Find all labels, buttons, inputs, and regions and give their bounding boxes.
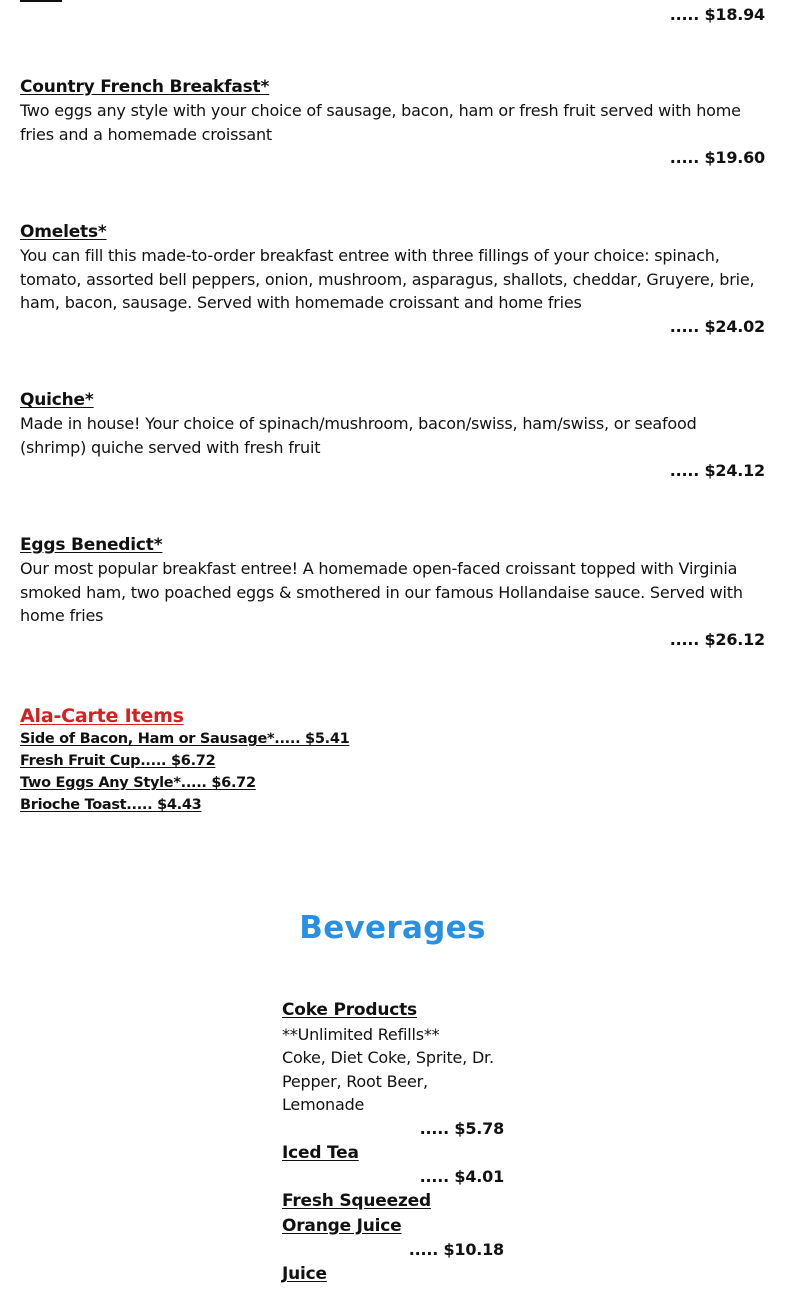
alacarte-item-two-eggs: Two Eggs Any Style*..... $6.72 [20,775,256,791]
menu-item-description: Made in house! Your choice of spinach/mushroom, bacon/swiss, ham/swiss, or seafood (shrimp) quiche served with fresh fruit [20,414,697,457]
beverage-note: **Unlimited Refills** [282,1024,440,1044]
beverage-name: Fresh Squeezed Orange Juice [282,1191,431,1236]
previous-item-underline-fragment [20,0,62,2]
menu-item-price: ..... $24.02 [669,316,765,336]
menu-item-price: ..... $26.12 [669,629,765,649]
alacarte-section [20,704,765,816]
menu-item-price: ..... $19.60 [669,148,765,167]
beverage-price: ..... $4.01 [419,1167,504,1186]
menu-item-description: Two eggs any style with your choice of sausage, bacon, ham or fresh fruit served with home fries and a homemade croissant [20,101,741,144]
menu-item-country-french-breakfast [20,75,765,169]
menu-item-name: Country French Breakfast* [20,77,270,97]
beverage-item-orange-juice [282,1189,504,1262]
menu-item-name: Quiche* [20,390,94,410]
alacarte-item-fruit-cup: Fresh Fruit Cup..... $6.72 [20,753,216,769]
beverage-item-juice [282,1262,504,1287]
beverage-item-coke-products [282,998,504,1141]
menu-item-quiche [20,388,765,482]
beverages-heading: Beverages [299,910,486,946]
menu-item-price: ..... $24.12 [669,461,765,480]
previous-item-price: ..... $18.94 [669,5,765,24]
beverage-item-iced-tea [282,1141,504,1190]
beverage-name: Iced Tea [282,1142,359,1163]
beverage-price: ..... $5.78 [419,1118,504,1138]
menu-item-description: You can fill this made-to-order breakfast entree with three fillings of your choice: spinach, tomato, assorted bell peppers, onion, mushroom, asparagus, shallots, cheddar, Gruyere, brie, ham, bacon, sausage. Served with homemade croissant and home fries [20,246,755,312]
alacarte-item-brioche-toast: Brioche Toast..... $4.43 [20,797,202,813]
alacarte-heading: Ala-Carte Items [20,705,184,727]
alacarte-item-side-meat: Side of Bacon, Ham or Sausage*..... $5.41 [20,731,350,747]
beverage-description: Coke, Diet Coke, Sprite, Dr. Pepper, Root Beer, Lemonade [282,1048,494,1114]
menu-item-name: Omelets* [20,222,107,242]
menu-item-omelets [20,220,765,338]
menu-item-name: Eggs Benedict* [20,535,163,555]
beverage-name: Coke Products [282,1000,417,1020]
beverage-name: Juice [282,1264,327,1284]
beverages-list [282,998,504,1287]
menu-item-eggs-benedict [20,533,765,651]
menu-item-description: Our most popular breakfast entree! A homemade open-faced croissant topped with Virginia smoked ham, two poached eggs & smothered in our famous Hollandaise sauce. Served with home fries [20,559,743,625]
beverage-price: ..... $10.18 [408,1240,504,1259]
